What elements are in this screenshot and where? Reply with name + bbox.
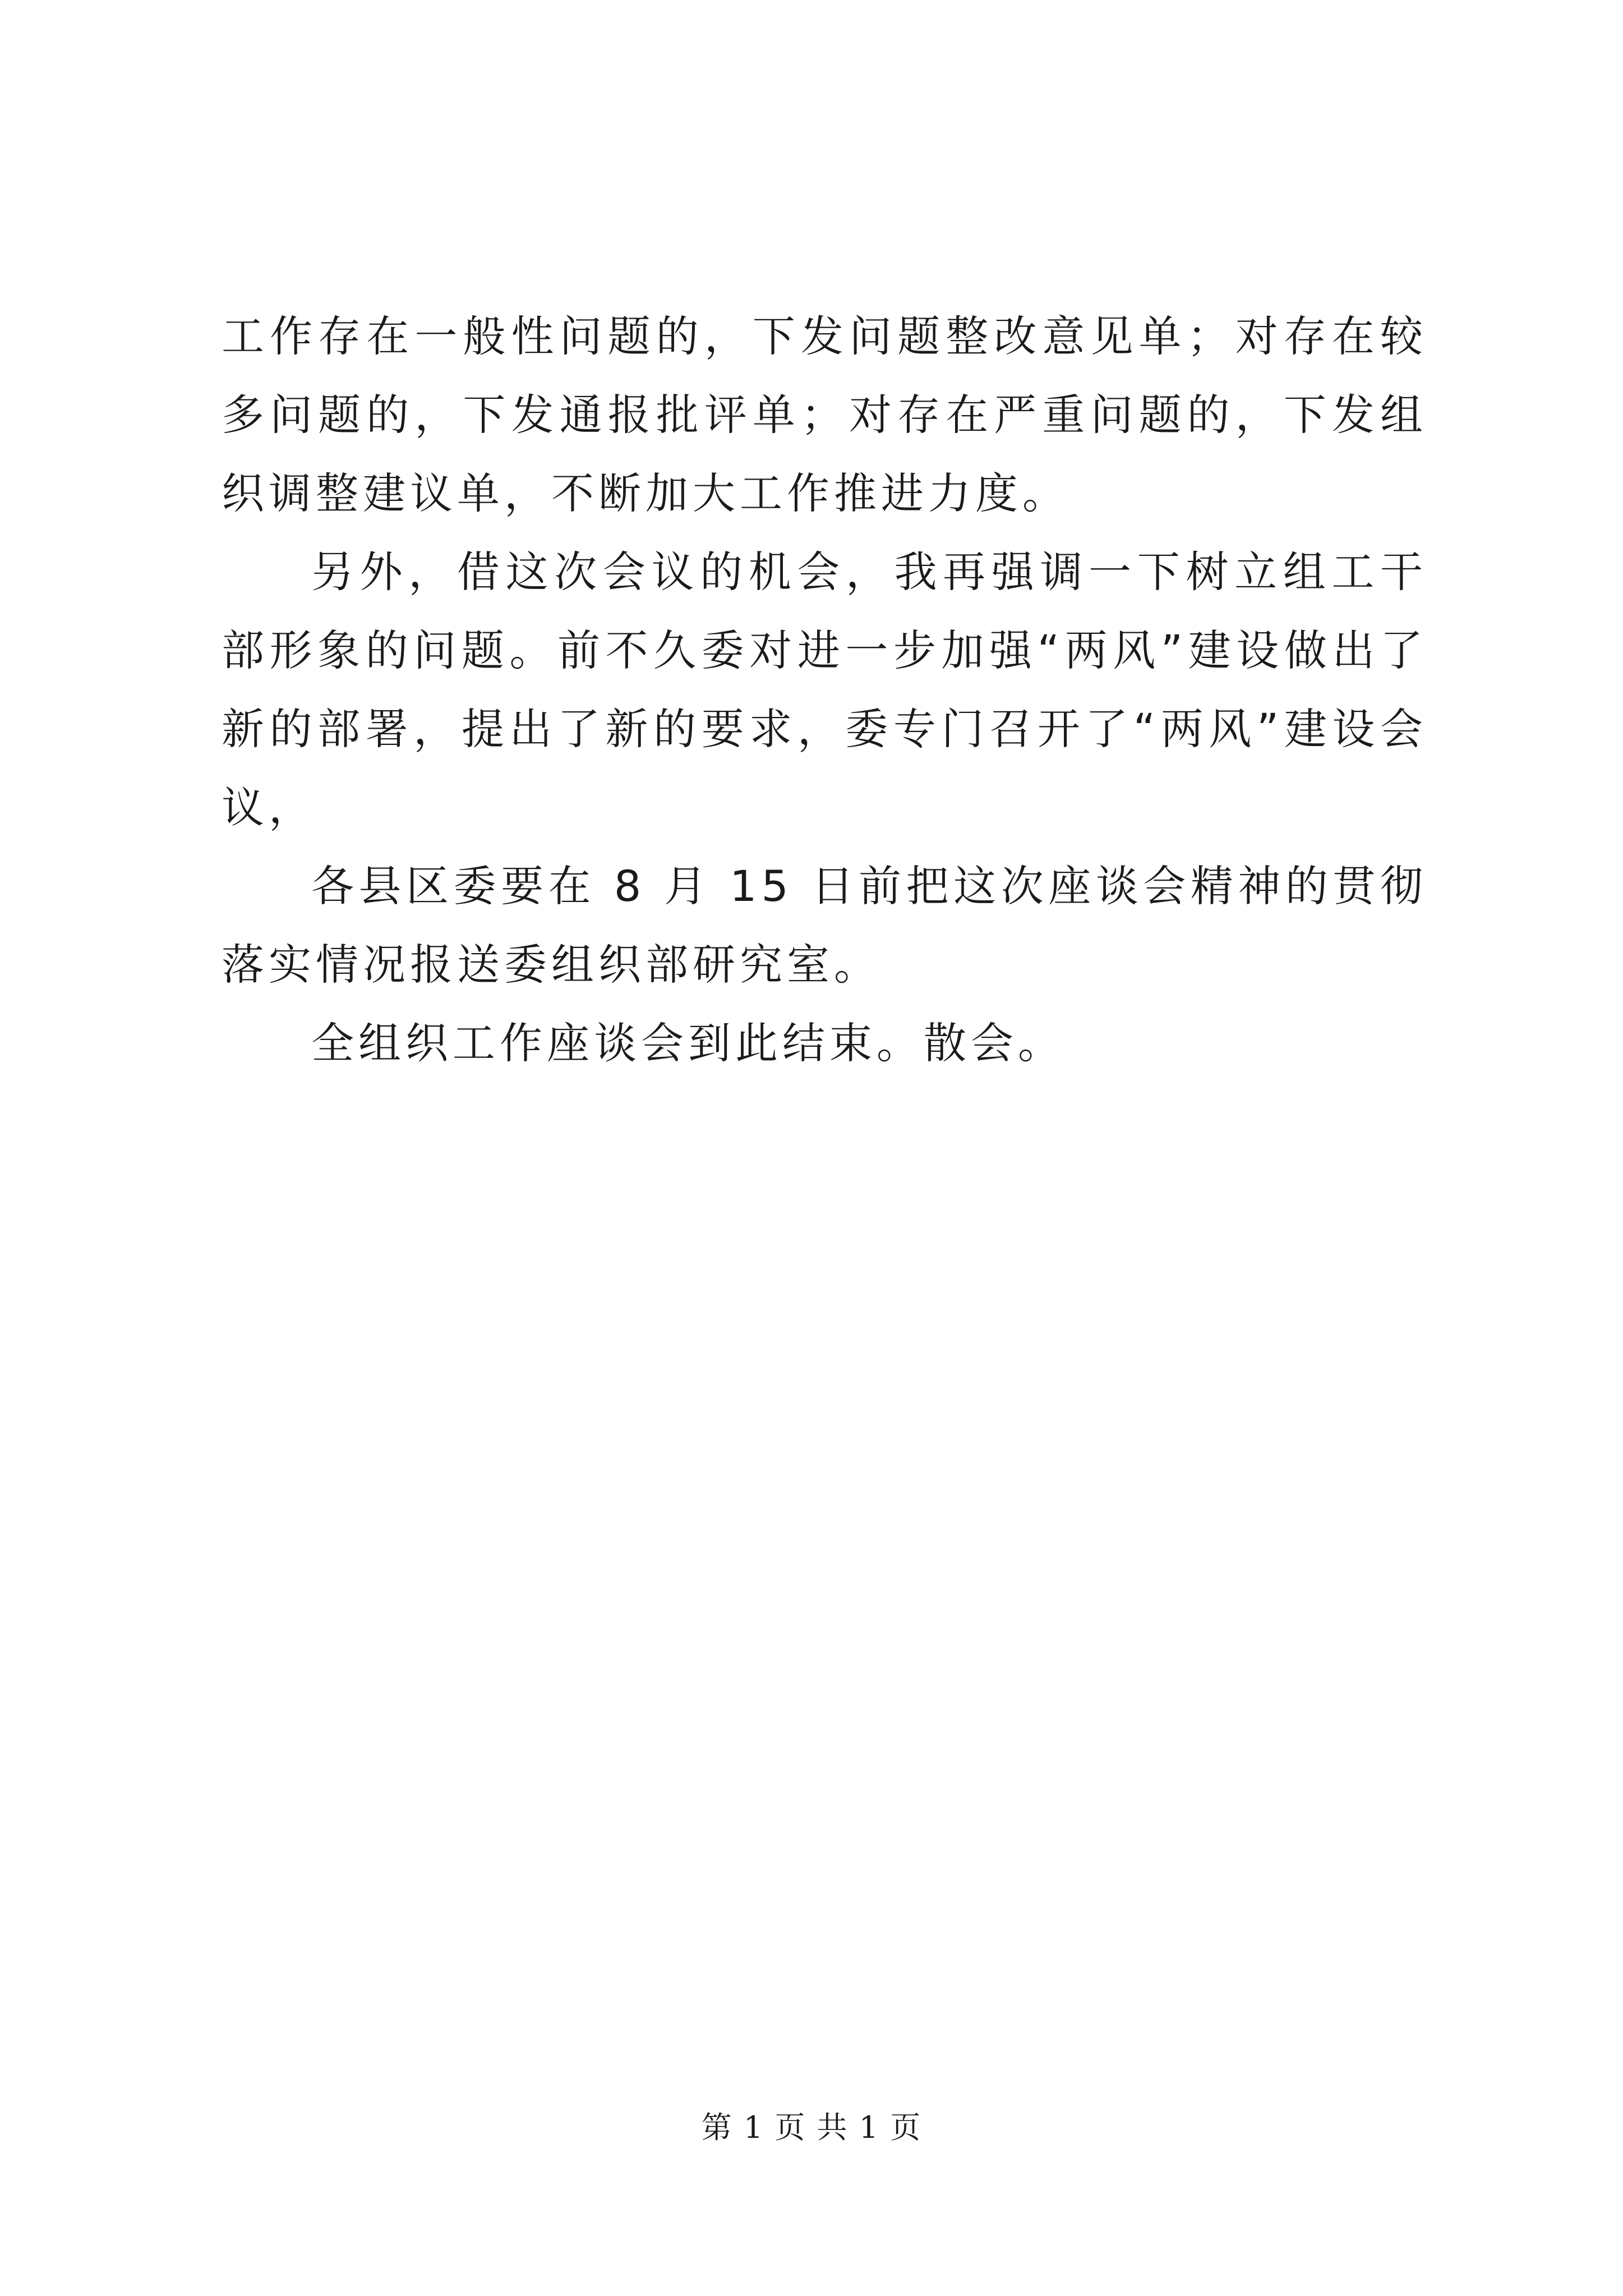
document-body [222, 297, 1427, 1083]
paragraph-closing: 全组织工作座谈会到此结束。散会。 [311, 1018, 1065, 1068]
paragraph-image-of-cadres: 另外，借这次会议的机会，我再强调一下树立组工干部形象的问题。前不久委对进一步加强“两风”建设做出了新的部署，提出了新的要求，委专门召开了“两风”建设会议， [222, 547, 1427, 832]
paragraph-continuation: 工作存在一般性问题的，下发问题整改意见单；对存在较多问题的，下发通报批评单；对存在严重问题的，下发组织调整建议单，不断加大工作推进力度。 [222, 311, 1427, 518]
page-footer: 第 1 页 共 1 页 [701, 2110, 922, 2145]
paragraph-report-deadline: 各县区委要在 8 月 15 日前把这次座谈会精神的贯彻落实情况报送委组织部研究室。 [222, 861, 1427, 990]
